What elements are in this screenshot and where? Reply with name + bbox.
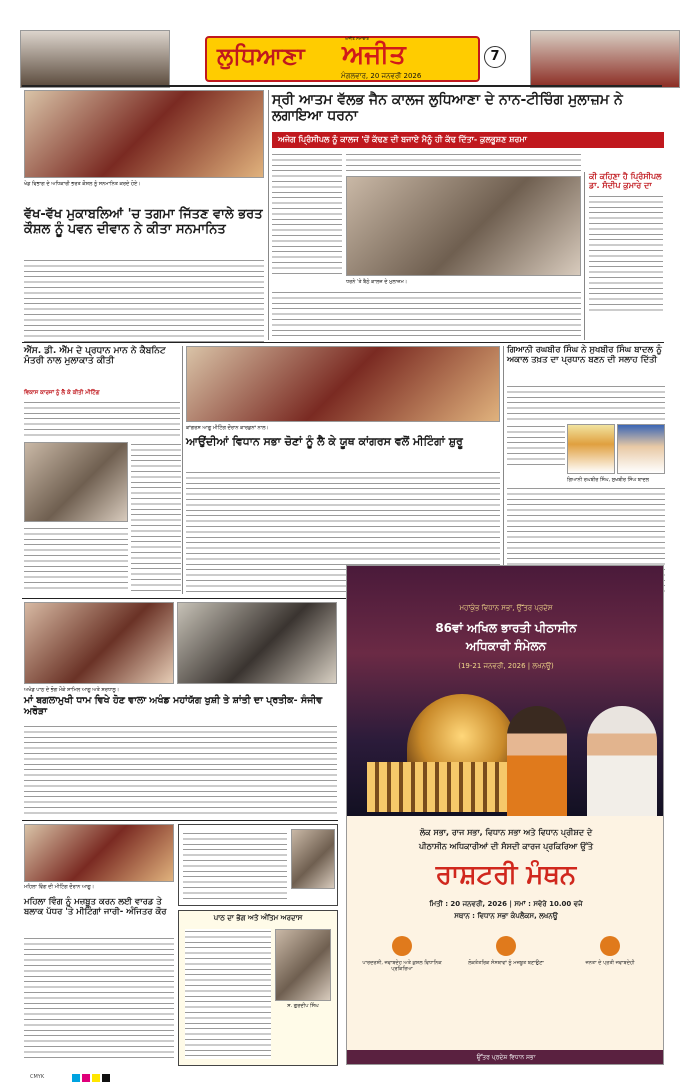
story4-headline: ਆਉਂਦੀਆਂ ਵਿਧਾਨ ਸਭਾ ਚੋਣਾਂ ਨੂੰ ਲੈ ਕੇ ਯੂਥ ਕਾਂਗਰਸ ਵਲੋਂ ਮੀਟਿੰਗਾਂ ਸ਼ੁਰੂ (186, 435, 463, 448)
header-city: ਲੁਧਿਆਣਾ (217, 42, 305, 70)
story2-photo (346, 176, 581, 276)
swatch-yellow (92, 1074, 100, 1082)
story1-headline: ਵੱਖ-ਵੱਖ ਮੁਕਾਬਲਿਆਂ 'ਚ ਤਗਮਾ ਜਿੱਤਣ ਵਾਲੇ ਭਰਤ ਕੌਸ਼ਲ ਨੂੰ ਪਵਨ ਦੀਵਾਨ ਨੇ ਕੀਤਾ ਸਨਮਾਨਿਤ (24, 207, 263, 237)
notice-title: ਪਾਠ ਦਾ ਭੋਗ ਅਤੇ ਅੰਤਿਮ ਅਰਦਾਸ (213, 914, 303, 922)
advert-subline2: ਪੀਠਾਸੀਨ ਅਧਿਕਾਰੀਆਂ ਦੀ ਸੰਸਦੀ ਕਾਰਜ ਪ੍ਰਕਿਰਿਆ ਉੱਤੇ (419, 842, 593, 851)
col-divider-3 (503, 346, 504, 594)
story4-photo (186, 346, 500, 422)
advert-bullet-3 (565, 936, 655, 1006)
obituary-box (178, 824, 338, 906)
bullet-text-1: ਪਾਰਦਰਸ਼ੀ, ਜਵਾਬਦੇਹ ਅਤੇ ਕੁਸ਼ਲ ਵਿਧਾਨਿਕ ਪ੍ਰਕਿਰਿਆ (362, 960, 442, 972)
story2-box-title: ਕੀ ਕਹਿਣਾ ਹੈ ਪ੍ਰਿੰਸੀਪਲ ਡਾ. ਸੰਦੀਪ ਕੁਮਾਰ ਦਾ (589, 172, 662, 191)
story6-photo-1 (24, 602, 174, 684)
story6-headline: ਮਾਂ ਬਗਲਾਮੁਖੀ ਧਾਮ ਵਿਖੇ ਹੋਣ ਵਾਲਾ ਅਖੰਡ ਮਹਾਂਯੱਗ ਖੁਸ਼ੀ ਤੇ ਸ਼ਾਂਤੀ ਦਾ ਪ੍ਰਤੀਕ- ਸੰਜੀਵ ਅਰੋੜਾ (24, 695, 323, 717)
story2-body-bottom (272, 290, 581, 338)
story2-body-top (346, 152, 581, 174)
advert-bullets (357, 936, 655, 1006)
leader-portrait-2 (587, 706, 657, 816)
bullet-text-3: ਜਨਤਾ ਦੇ ਪ੍ਰਤੀ ਜਵਾਬਦੇਹੀ (585, 960, 635, 966)
obituary-photo (291, 829, 335, 889)
header-banner (205, 36, 480, 82)
story3-headline: ਐੱਸ. ਡੀ. ਐੱਮ ਦੇ ਪ੍ਰਧਾਨ ਮਾਨ ਨੇ ਕੈਬਨਿਟ ਮੰਤਰੀ ਨਾਲ ਮੁਲਾਕਾਤ ਕੀਤੀ (24, 346, 166, 367)
header-rule (22, 85, 662, 87)
advert-dates: (19-21 ਜਨਵਰੀ, 2026 | ਲਖਨਊ) (458, 662, 554, 670)
advert-top-label: ਮਹਾਂਕੁੰਭ ਵਿਧਾਨ ਸਭਾ, ਉੱਤਰ ਪ੍ਰਦੇਸ਼ (459, 604, 553, 612)
section-rule-3 (22, 820, 338, 821)
story5-body-top (507, 384, 665, 422)
story6-body (24, 724, 337, 816)
story2-headline: ਸ੍ਰੀ ਆਤਮ ਵੱਲਭ ਜੈਨ ਕਾਲਜ ਲੁਧਿਆਣਾ ਦੇ ਨਾਨ-ਟੀਚਿੰਗ ਮੁਲਾਜ਼ਮ ਨੇ ਲਗਾਇਆ ਧਰਨਾ (272, 92, 623, 125)
notice-photo-label: ਸ. ਗੁਰਦੀਪ ਸਿੰਘ (287, 1003, 319, 1009)
cmyk-label: CMYK (30, 1074, 45, 1080)
story2-box (584, 172, 664, 340)
header-photo-left (20, 30, 170, 88)
story3-body-side (131, 442, 181, 592)
story3-body-bottom (24, 526, 128, 592)
notice-text (185, 929, 271, 1059)
advert (346, 565, 664, 1065)
notice-photo (275, 929, 331, 1001)
bullet-text-2: ਲੋਕਤੰਤਰਿਕ ਸੰਸਥਾਵਾਂ ਨੂੰ ਮਜ਼ਬੂਤ ਬਣਾਉਣਾ (468, 960, 544, 966)
header-date: ਮੰਗਲਵਾਰ, 20 ਜਨਵਰੀ 2026 (341, 72, 422, 80)
story5-caption: ਗਿਆਨੀ ਰਘਬੀਰ ਸਿੰਘ, ਸੁਖਬੀਰ ਸਿੰਘ ਬਾਦਲ (567, 477, 650, 483)
notice-box (178, 910, 338, 1066)
col-divider-2 (182, 346, 183, 594)
advert-footer-text: ਉੱਤਰ ਪ੍ਰਦੇਸ਼ ਵਿਧਾਨ ਸਭਾ (476, 1054, 536, 1061)
story1-body (24, 258, 264, 343)
story2-body-col1 (272, 152, 342, 277)
story7-body (24, 936, 174, 1062)
bullet-icon-1 (392, 936, 412, 956)
col-divider-1 (268, 90, 269, 340)
obituary-text (183, 831, 287, 901)
advert-footer-bar (347, 1050, 664, 1065)
leader-portrait-1 (507, 706, 567, 816)
swatch-magenta (82, 1074, 90, 1082)
story7-photo (24, 824, 174, 882)
header-photo-right (530, 30, 680, 88)
story6-caption: ਅਖੰਡ ਪਾਠ ਦੇ ਭੋਗ ਮੌਕੇ ਸ਼ਾਮਿਲ ਆਗੂ ਅਤੇ ਸ਼ਰਧਾਲੂ। (24, 687, 120, 693)
bullet-icon-2 (496, 936, 516, 956)
advert-subline1: ਲੋਕ ਸਭਾ, ਰਾਜ ਸਭਾ, ਵਿਧਾਨ ਸਭਾ ਅਤੇ ਵਿਧਾਨ ਪ੍ਰੀਸ਼ਦ ਦੇ (419, 828, 593, 837)
story7-headline: ਮਹਿਲਾ ਵਿੰਗ ਨੂੰ ਮਜ਼ਬੂਤ ਕਰਨ ਲਈ ਵਾਰਡ ਤੇ ਬਲਾਕ ਪੱਧਰ 'ਤੇ ਮੀਟਿੰਗਾਂ ਜਾਰੀ- ਅੰਜਿਤਰ ਕੌਰ (24, 897, 167, 917)
story2-caption: ਧਰਨੇ 'ਤੇ ਬੈਠੇ ਕਾਲਜ ਦੇ ਮੁਲਾਜ਼ਮ। (346, 279, 408, 285)
story4-caption: ਕਾਂਗਰਸ ਆਗੂ ਮੀਟਿੰਗ ਦੌਰਾਨ ਕਾਰਕੁਨਾਂ ਨਾਲ। (186, 425, 269, 431)
swatch-cyan (72, 1074, 80, 1082)
advert-venue-line: ਸਥਾਨ : ਵਿਧਾਨ ਸਭਾ ਕੰਪਲੈਕਸ, ਲਖਨਊ (454, 912, 558, 920)
advert-title-line1: 86ਵਾਂ ਅਖਿਲ ਭਾਰਤੀ ਪੀਠਾਸੀਨ (435, 621, 577, 635)
story2-subhead-text: ਅਜੇਗ ਪ੍ਰਿੰਸੀਪਲ ਨੂੰ ਕਾਲਜ 'ਚੋਂ ਕੱਢਣ ਦੀ ਬਜਾਏ ਮੈਨੂੰ ਹੀ ਕੱਢ ਦਿੱਤਾ- ਕੁਲਭੂਸ਼ਣ ਸ਼ਰਮਾ (278, 135, 527, 144)
section-rule-1 (22, 342, 664, 343)
story5-photo-1 (567, 424, 615, 474)
advert-title-line2: ਅਧਿਕਾਰੀ ਸੰਮੇਲਨ (465, 639, 547, 653)
advert-date-line: ਮਿਤੀ : 20 ਜਨਵਰੀ, 2026 | ਸਮਾਂ : ਸਵੇਰੇ 10.00 ਵਜੇ (429, 900, 583, 908)
paper-logo: ਅਜੀਤ (342, 40, 406, 70)
header-tagline: ਅਜੀਤ ਸਮਾਚਾਰ (345, 36, 369, 41)
masthead (0, 20, 687, 80)
story6-photo-2 (177, 602, 337, 684)
story5-photo-2 (617, 424, 665, 474)
advert-bullet-1 (357, 936, 447, 1006)
page-number: 7 (484, 46, 506, 68)
story1-caption: ਖੇਡ ਵਿਭਾਗ ਦੇ ਅਧਿਕਾਰੀ ਭਰਤ ਕੌਸ਼ਲ ਨੂੰ ਸਨਮਾਨਿਤ ਕਰਦੇ ਹੋਏ। (24, 181, 141, 187)
story5-headline: ਗਿਆਨੀ ਰਘਬੀਰ ਸਿੰਘ ਨੇ ਸੁਖਬੀਰ ਸਿੰਘ ਬਾਦਲ ਨੂੰ ਅਕਾਲ ਤਖ਼ਤ ਦਾ ਪ੍ਰਧਾਨ ਬਣਨ ਦੀ ਸਲਾਹ ਦਿੱਤੀ (507, 345, 662, 365)
story2-box-body (589, 194, 663, 314)
story3-photo (24, 442, 128, 522)
swatch-black (102, 1074, 110, 1082)
advert-bullet-2 (461, 936, 551, 1006)
color-bar (30, 1074, 650, 1082)
story1-photo (24, 90, 264, 178)
advert-big-title: ਰਾਸ਼ਟਰੀ ਮੰਥਨ (435, 860, 577, 890)
story3-body-top (24, 400, 180, 438)
story2-subhead (272, 132, 664, 148)
story7-caption: ਮਹਿਲਾ ਵਿੰਗ ਦੀ ਮੀਟਿੰਗ ਦੌਰਾਨ ਆਗੂ। (24, 884, 95, 890)
story5-body-left (507, 424, 565, 468)
story3-subhead: ਵਿਕਾਸ ਕਾਰਜਾਂ ਨੂੰ ਲੈ ਕੇ ਕੀਤੀ ਮੀਟਿੰਗ (24, 390, 100, 396)
bullet-icon-3 (600, 936, 620, 956)
